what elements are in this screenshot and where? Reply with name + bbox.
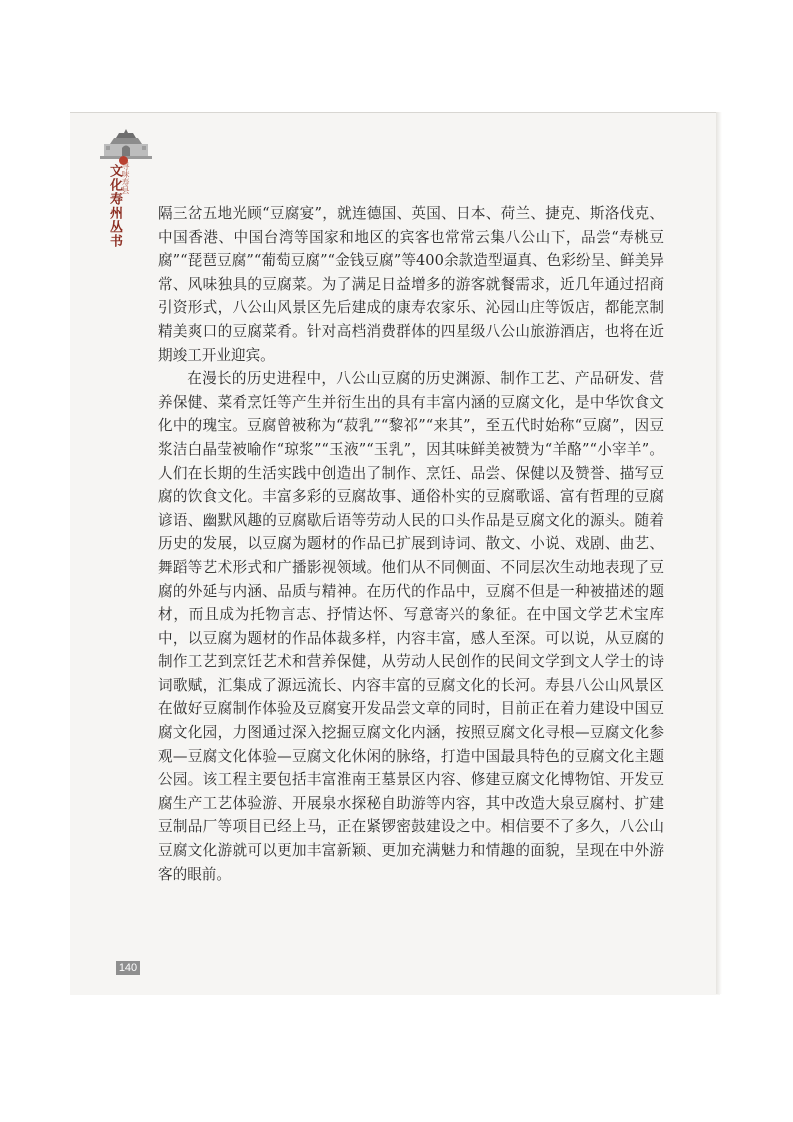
series-subtitle: 寻味寿县 [121, 162, 130, 194]
paragraph: 在漫长的历史进程中，八公山豆腐的历史渊源、制作工艺、产品研发、营养保健、菜肴烹饪等产生并衍生出的具有丰富内涵的豆腐文化，是中华饮食文化中的瑰宝。豆腐曾被称为“菽乳”“黎祁”“来其”，至五代时始称“豆腐”，因豆浆洁白晶莹被喻作“琼浆”“玉液”“玉乳”，因其味鲜美被赞为“羊酪”“小宰羊”。人们在长期的生活实践中创造出了制作、烹饪、品尝、保健以及赞誉、描写豆腐的饮食文化。丰富多彩的豆腐故事、通俗朴实的豆腐歌谣、富有哲理的豆腐谚语、幽默风趣的豆腐歇后语等劳动人民的口头作品是豆腐文化的源头。随着历史的发展，以豆腐为题材的作品已扩展到诗词、散文、小说、戏剧、曲艺、舞蹈等艺术形式和广播影视领域。他们从不同侧面、不同层次生动地表现了豆腐的外延与内涵、品质与精神。在历代的作品中，豆腐不但是一种被描述的题材，而且成为托物言志、抒情达怀、写意寄兴的象征。在中国文学艺术宝库中，以豆腐为题材的作品体裁多样，内容丰富，感人至深。可以说，从豆腐的制作工艺到烹饪艺术和营养保健，从劳动人民创作的民间文学到文人学士的诗词歌赋，汇集成了源远流长、内容丰富的豆腐文化的长河。寿县八公山风景区在做好豆腐制作体验及豆腐宴开发品尝文章的同时，目前正在着力建设中国豆腐文化园，力图通过深入挖掘豆腐文化内涵，按照豆腐文化寻根—豆腐文化参观—豆腐文化体验—豆腐文化休闲的脉络，打造中国最具特色的豆腐文化主题公园。该工程主要包括丰富淮南王墓景区内容、修建豆腐文化博物馆、开发豆腐生产工艺体验游、开展泉水探秘自助游等内容，其中改造大泉豆腐村、扩建豆制品厂等项目已经上马，正在紧锣密鼓建设之中。相信要不了多久，八公山豆腐文化游就可以更加丰富新颖、更加充满魅力和情趣的面貌，呈现在中外游客的眼前。 [158, 370, 664, 883]
page-edge-shadow [716, 112, 722, 994]
paragraph: 隔三岔五地光顾“豆腐宴”，就连德国、英国、日本、荷兰、捷克、斯洛伐克、中国香港、中国台湾等国家和地区的宾客也常常云集八公山下，品尝“寿桃豆腐”“琵琶豆腐”“葡萄豆腐”“金钱豆腐”等400余款造型逼真、色彩纷呈、鲜美异常、风味独具的豆腐菜。为了满足日益增多的游客就餐需求，近几年通过招商引资形式，八公山风景区先后建成的康寿农家乐、沁园山庄等饭店，都能烹制精美爽口的豆腐菜肴。针对高档消费群体的四星级八公山旅游酒店，也将在近期竣工开业迎宾。 [158, 205, 664, 364]
series-title: 文化寿州丛书 [107, 164, 122, 248]
page-number: 140 [116, 961, 140, 975]
body-text [158, 202, 664, 886]
city-gate-icon [98, 126, 154, 160]
